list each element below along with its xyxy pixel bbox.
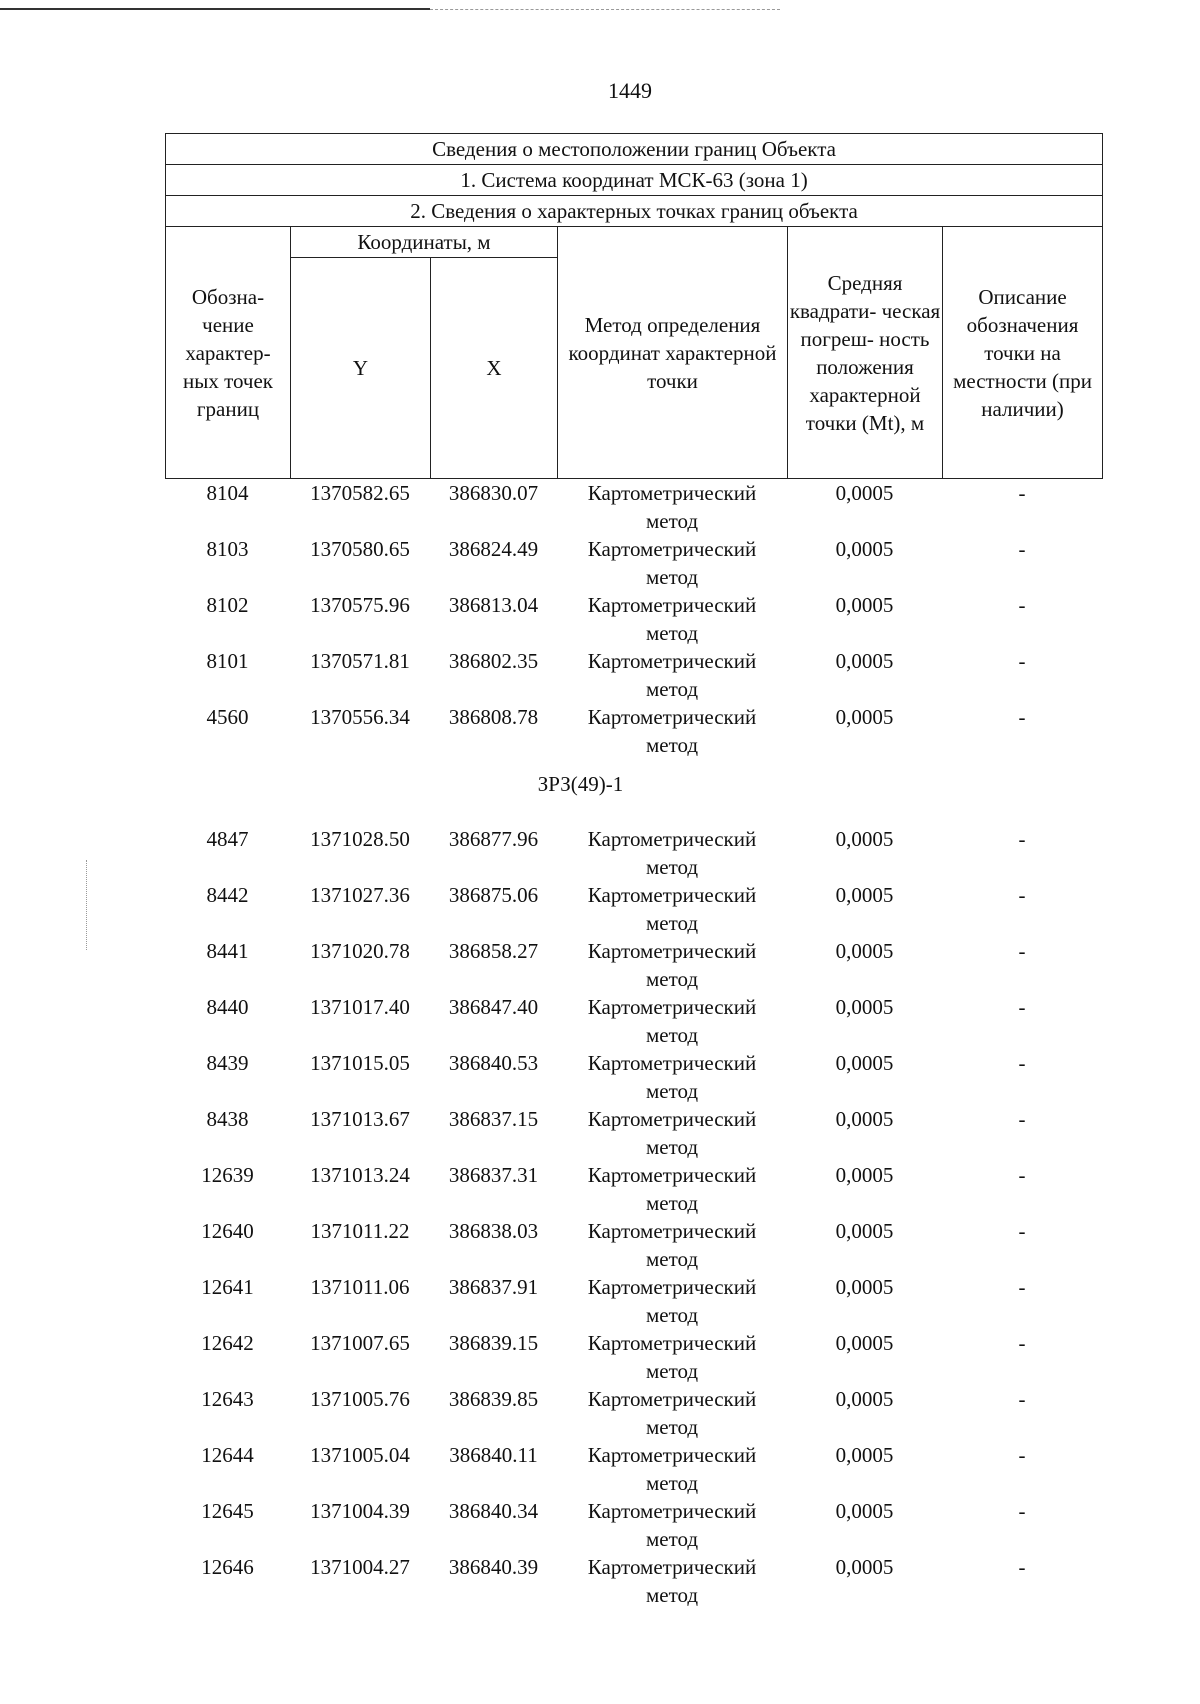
point-group-1 [165,479,1102,759]
method-line-2: метод [645,1079,699,1103]
method-line-2: метод [645,1527,699,1551]
method-line-1: Картометрический [587,705,757,729]
error-value: 0,0005 [835,1051,894,1075]
method-line-2: метод [645,911,699,935]
point-id: 8103 [206,537,249,561]
point-id: 8104 [206,481,249,505]
description: - [1018,1107,1026,1131]
header-table [165,133,1103,479]
coord-x: 386858.27 [448,939,539,963]
error-value: 0,0005 [835,883,894,907]
header-point: Обозна- чение характер- ных точек границ [166,227,291,479]
method-line-2: метод [645,1583,699,1607]
coord-x: 386838.03 [448,1219,539,1243]
method-line-1: Картометрический [587,1499,757,1523]
coord-y: 1370582.65 [310,481,410,505]
method [557,1049,787,1105]
section-label-row [165,759,1102,825]
header-error: Средняя квадрати- ческая погреш- ность положения характерной точки (Mt), м [788,227,943,479]
method-line-1: Картометрический [587,481,757,505]
method-line-1: Картометрический [587,1051,757,1075]
method-line-1: Картометрический [587,995,757,1019]
coord-x: 386877.96 [448,827,539,851]
coord-x: 386824.49 [448,537,539,561]
header-description: Описание обозначения точки на местности (при наличии) [943,227,1103,479]
scan-top-rule [0,8,430,10]
method-line-1: Картометрический [587,883,757,907]
coord-y: 1371027.36 [310,883,410,907]
method-line-1: Картометрический [587,1219,757,1243]
header-x: X [431,258,558,479]
method [557,1217,787,1273]
coord-y: 1371005.76 [310,1387,410,1411]
method [557,1161,787,1217]
table-row [165,647,1102,703]
coord-y: 1371028.50 [310,827,410,851]
point-id: 12642 [201,1331,254,1355]
section-label: ЗРЗ(49)-1 [537,772,624,796]
table-row [165,1553,1102,1609]
coord-x: 386875.06 [448,883,539,907]
header-coordinates: Координаты, м [291,227,558,258]
points-section-title: 2. Сведения о характерных точках границ объекта [166,196,1103,227]
point-id: 12645 [201,1499,254,1523]
point-id: 8438 [206,1107,249,1131]
scan-top-rule-dashed [430,9,780,10]
method [557,1385,787,1441]
point-group-2 [165,825,1102,1609]
coord-y: 1371005.04 [310,1443,410,1467]
method [557,703,787,759]
coord-x: 386840.39 [448,1555,539,1579]
method-line-1: Картометрический [587,1107,757,1131]
description: - [1018,1219,1026,1243]
coord-x: 386839.85 [448,1387,539,1411]
error-value: 0,0005 [835,593,894,617]
coord-x: 386813.04 [448,593,539,617]
method-line-2: метод [645,1247,699,1271]
coord-x: 386840.11 [449,1443,538,1467]
header-method: Метод определения координат характерной точки [558,227,788,479]
point-id: 8439 [206,1051,249,1075]
method-line-1: Картометрический [587,939,757,963]
error-value: 0,0005 [835,1163,894,1187]
coord-x: 386840.53 [448,1051,539,1075]
method [557,1329,787,1385]
coord-y: 1371007.65 [310,1331,410,1355]
table-row [165,703,1102,759]
method [557,1497,787,1553]
table-row [165,1161,1102,1217]
table-row [165,1497,1102,1553]
point-id: 8440 [206,995,249,1019]
table-body [165,479,1102,1609]
method-line-1: Картометрический [587,827,757,851]
method [557,1553,787,1609]
error-value: 0,0005 [835,827,894,851]
description: - [1018,827,1026,851]
table-row [165,937,1102,993]
coord-y: 1371013.24 [310,1163,410,1187]
error-value: 0,0005 [835,939,894,963]
point-id: 12640 [201,1219,254,1243]
point-id: 12646 [201,1555,254,1579]
method-line-1: Картометрический [587,537,757,561]
coord-x: 386847.40 [448,995,539,1019]
table-row [165,1441,1102,1497]
method-line-2: метод [645,1023,699,1047]
coord-y: 1371015.05 [310,1051,410,1075]
coord-y: 1371011.06 [310,1275,410,1299]
table-title: Сведения о местоположении границ Объекта [166,134,1103,165]
description: - [1018,537,1026,561]
table-row [165,993,1102,1049]
coord-y: 1370556.34 [310,705,410,729]
point-id: 12641 [201,1275,254,1299]
error-value: 0,0005 [835,705,894,729]
method [557,647,787,703]
method-line-1: Картометрический [587,1331,757,1355]
method [557,881,787,937]
method-line-2: метод [645,1135,699,1159]
point-id: 8101 [206,649,249,673]
error-value: 0,0005 [835,1107,894,1131]
table-row [165,1217,1102,1273]
error-value: 0,0005 [835,1331,894,1355]
method-line-1: Картометрический [587,1163,757,1187]
page-number: 1449 [608,78,652,103]
table-row [165,1049,1102,1105]
method-line-2: метод [645,1191,699,1215]
coord-y: 1371011.22 [310,1219,410,1243]
coord-y: 1370580.65 [310,537,410,561]
description: - [1018,1499,1026,1523]
description: - [1018,995,1026,1019]
coordinates-document [165,133,1102,1609]
description: - [1018,883,1026,907]
method-line-2: метод [645,621,699,645]
method-line-2: метод [645,1303,699,1327]
method-line-1: Картометрический [587,1387,757,1411]
point-id: 12644 [201,1443,254,1467]
scan-margin-marks [86,860,93,950]
table-row [165,535,1102,591]
method [557,1273,787,1329]
method-line-1: Картометрический [587,593,757,617]
method-line-2: метод [645,733,699,757]
error-value: 0,0005 [835,1275,894,1299]
coord-y: 1370571.81 [310,649,410,673]
coord-y: 1371004.39 [310,1499,410,1523]
description: - [1018,1275,1026,1299]
point-id: 12639 [201,1163,254,1187]
method-line-1: Картометрический [587,649,757,673]
method [557,937,787,993]
coord-x: 386830.07 [448,481,539,505]
method [557,1105,787,1161]
description: - [1018,939,1026,963]
method [557,535,787,591]
coord-x: 386837.15 [448,1107,539,1131]
method-line-1: Картометрический [587,1555,757,1579]
error-value: 0,0005 [835,1499,894,1523]
method-line-1: Картометрический [587,1275,757,1299]
method [557,993,787,1049]
method [557,825,787,881]
table-row [165,881,1102,937]
method-line-1: Картометрический [587,1443,757,1467]
error-value: 0,0005 [835,1443,894,1467]
description: - [1018,1443,1026,1467]
method [557,479,787,535]
description: - [1018,481,1026,505]
description: - [1018,1555,1026,1579]
coord-x: 386840.34 [448,1499,539,1523]
error-value: 0,0005 [835,1387,894,1411]
error-value: 0,0005 [835,649,894,673]
table-row [165,1329,1102,1385]
coord-x: 386837.31 [448,1163,539,1187]
point-id: 8102 [206,593,249,617]
point-id: 4560 [206,705,249,729]
coord-x: 386802.35 [448,649,539,673]
method-line-2: метод [645,677,699,701]
coord-y: 1371017.40 [310,995,410,1019]
error-value: 0,0005 [835,537,894,561]
description: - [1018,1163,1026,1187]
method-line-2: метод [645,967,699,991]
method-line-2: метод [645,1415,699,1439]
point-id: 12643 [201,1387,254,1411]
point-id: 8441 [206,939,249,963]
coord-x: 386837.91 [448,1275,539,1299]
description: - [1018,593,1026,617]
point-id: 8442 [206,883,249,907]
coord-y: 1371020.78 [310,939,410,963]
description: - [1018,705,1026,729]
table-row [165,479,1102,535]
error-value: 0,0005 [835,995,894,1019]
coordinate-system-title: 1. Система координат МСК-63 (зона 1) [166,165,1103,196]
table-row [165,1385,1102,1441]
coord-x: 386808.78 [448,705,539,729]
coord-y: 1371004.27 [310,1555,410,1579]
description: - [1018,1051,1026,1075]
table-row [165,825,1102,881]
error-value: 0,0005 [835,1555,894,1579]
method-line-2: метод [645,565,699,589]
header-y: Y [291,258,431,479]
method [557,1441,787,1497]
method-line-2: метод [645,855,699,879]
method-line-2: метод [645,509,699,533]
coord-y: 1371013.67 [310,1107,410,1131]
coord-y: 1370575.96 [310,593,410,617]
method [557,591,787,647]
point-id: 4847 [206,827,249,851]
error-value: 0,0005 [835,481,894,505]
description: - [1018,1331,1026,1355]
table-row [165,591,1102,647]
table-row [165,1273,1102,1329]
table-row [165,1105,1102,1161]
error-value: 0,0005 [835,1219,894,1243]
description: - [1018,1387,1026,1411]
coord-x: 386839.15 [448,1331,539,1355]
description: - [1018,649,1026,673]
method-line-2: метод [645,1471,699,1495]
method-line-2: метод [645,1359,699,1383]
